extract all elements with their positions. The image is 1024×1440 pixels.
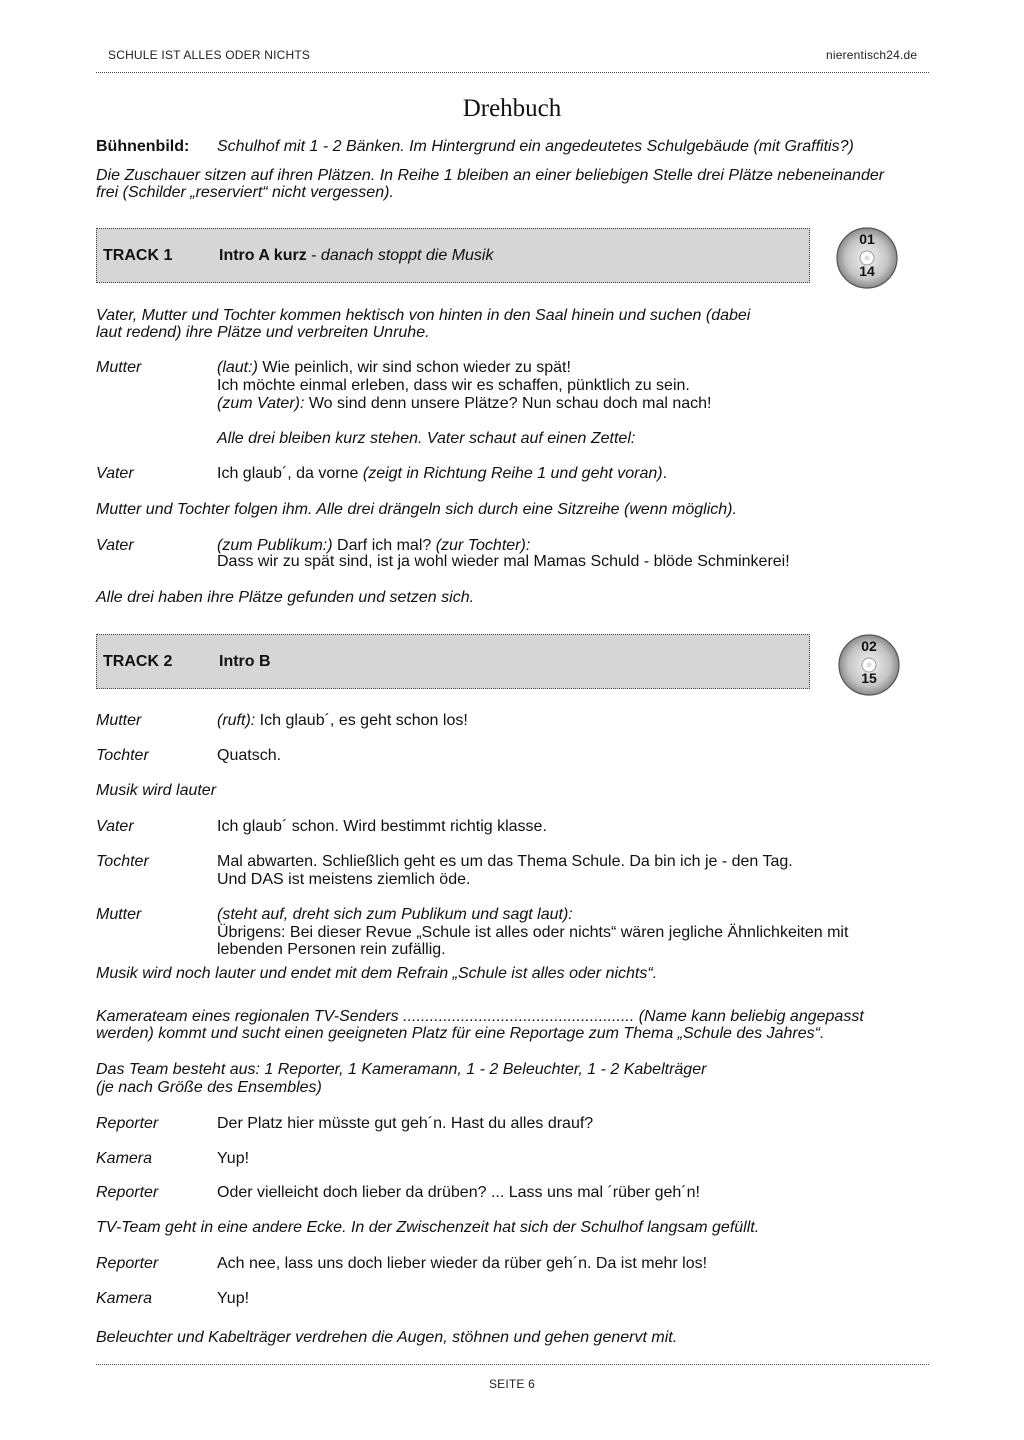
cd-track-2-number: 02 (861, 638, 877, 654)
speaker-mutter: Mutter (96, 712, 142, 729)
direction-p3: Alle drei haben ihre Plätze gefunden und setzen sich. (96, 589, 475, 606)
spoken-text: Ach nee, lass uns doch lieber wieder da rüber geh´n. Da ist mehr los! (217, 1255, 708, 1272)
speaker-vater: Vater (96, 537, 134, 554)
stage-direction: (steht auf, dreht sich zum Publikum und sagt laut): (217, 906, 573, 923)
direction-p6-line-2: werden) kommt und sucht einen geeigneten Platz für eine Reportage zum Thema „Schule des Jahres“. (96, 1025, 825, 1042)
speaker-mutter: Mutter (96, 906, 142, 923)
speaker-kamera: Kamera (96, 1290, 153, 1307)
spoken-text: Übrigens: Bei dieser Revue „Schule ist alles oder nichts“ wären jegliche Ähnlichkeiten mit (217, 924, 849, 941)
spoken-text: Dass wir zu spät sind, ist ja wohl wieder mal Mamas Schuld - blöde Schminkerei! (217, 553, 790, 570)
stage-label: Bühnenbild: (96, 138, 190, 155)
stage-direction: Alle drei bleiben kurz stehen. Vater schaut auf einen Zettel: (217, 430, 636, 447)
direction-p7-line-1: Das Team besteht aus: 1 Reporter, 1 Kameramann, 1 - 2 Beleuchter, 1 - 2 Kabelträger (96, 1061, 707, 1078)
header-divider (96, 72, 929, 73)
direction-p8: TV-Team geht in eine andere Ecke. In der Zwischenzeit hat sich der Schulhof langsam gefüllt. (96, 1219, 760, 1236)
speaker-vater: Vater (96, 465, 134, 482)
direction-p2: Mutter und Tochter folgen ihm. Alle drei drängeln sich durch eine Sitzreihe (wenn möglich). (96, 501, 737, 518)
track-2-box (96, 634, 810, 689)
spoken-text: Ich glaub´, es geht schon los! (255, 712, 468, 729)
track-1-description (219, 247, 493, 265)
speaker-reporter: Reporter (96, 1255, 159, 1272)
spoken-text: Mal abwarten. Schließlich geht es um das Thema Schule. Da bin ich je - den Tag. (217, 853, 793, 870)
spoken-text: Der Platz hier müsste gut geh´n. Hast du alles drauf? (217, 1115, 594, 1132)
speaker-reporter: Reporter (96, 1184, 159, 1201)
speaker-kamera: Kamera (96, 1150, 153, 1167)
direction-p7-line-2: (je nach Größe des Ensembles) (96, 1079, 322, 1096)
page-number: SEITE 6 (488, 1377, 536, 1391)
audience-line-2: frei (Schilder „reserviert“ nicht vergessen). (96, 184, 394, 201)
stage-direction: (zum Vater): (217, 395, 305, 412)
stage-direction: (laut:) (217, 359, 258, 376)
track-1-separator: - (306, 247, 321, 264)
spoken-text: Ich glaub´, da vorne (217, 465, 363, 482)
dialogue-line (217, 377, 917, 395)
spoken-text: lebenden Personen rein zufällig. (217, 941, 446, 958)
spoken-text: Yup! (217, 1150, 250, 1167)
punctuation: . (662, 465, 668, 482)
spoken-text: Yup! (217, 1290, 250, 1307)
stage-direction: (zum Publikum:) (217, 537, 333, 554)
speaker-reporter: Reporter (96, 1115, 159, 1132)
footer-divider (96, 1364, 929, 1365)
track-1-name: Intro A kurz (219, 247, 307, 264)
page-title: Drehbuch (462, 95, 562, 122)
direction-p9: Beleuchter und Kabelträger verdrehen die Augen, stöhnen und gehen genervt mit. (96, 1329, 678, 1346)
track-1-box (96, 228, 810, 283)
dialogue-line (217, 395, 917, 413)
direction-p6-line-1: Kamerateam eines regionalen TV-Senders .................................................... (Name kann beliebig angepasst (96, 1008, 864, 1025)
spoken-text: Quatsch. (217, 747, 282, 764)
track-2-name: Intro B (219, 653, 271, 670)
speaker-tochter: Tochter (96, 853, 149, 870)
spoken-text: Darf ich mal? (332, 537, 436, 554)
cd-track-1-second-number: 14 (859, 263, 875, 279)
direction-p4: Musik wird lauter (96, 782, 217, 799)
direction-p1-line-1: Vater, Mutter und Tochter kommen hektisch von hinten in den Saal hinein und suchen (dabei (96, 307, 751, 324)
track-1-note: danach stoppt die Musik (320, 247, 494, 264)
stage-direction: (ruft): (217, 712, 256, 729)
track-1-label: TRACK 1 (103, 247, 173, 264)
spoken-text: Wo sind denn unsere Plätze? Nun schau doch mal nach! (304, 395, 712, 412)
speaker-tochter: Tochter (96, 747, 149, 764)
dialogue-line (217, 359, 917, 377)
cd-track-2-second-number: 15 (861, 670, 877, 686)
direction-p5: Musik wird noch lauter und endet mit dem Refrain „Schule ist alles oder nichts“. (96, 965, 658, 982)
dialogue-line (217, 712, 917, 730)
stage-direction: (zur Tochter): (435, 537, 531, 554)
audience-line-1: Die Zuschauer sitzen auf ihren Plätzen. In Reihe 1 bleiben an einer beliebigen Stelle drei Plätze nebeneinander (96, 167, 885, 184)
header-website: nierentisch24.de (826, 48, 918, 62)
spoken-text: Oder vielleicht doch lieber da drüben? ... Lass uns mal ´rüber geh´n! (217, 1184, 700, 1201)
stage-text: Schulhof mit 1 - 2 Bänken. Im Hintergrund ein angedeutetes Schulgebäude (mit Graffitis?) (217, 138, 854, 155)
cd-track-1-number: 01 (859, 231, 875, 247)
cd-track-2-icon (838, 634, 900, 696)
spoken-text: Ich möchte einmal erleben, dass wir es schaffen, pünktlich zu sein. (217, 377, 690, 394)
speaker-mutter: Mutter (96, 359, 142, 376)
spoken-text: Und DAS ist meistens ziemlich öde. (217, 871, 471, 888)
track-2-label: TRACK 2 (103, 653, 173, 670)
speaker-vater: Vater (96, 818, 134, 835)
spoken-text: Ich glaub´ schon. Wird bestimmt richtig klasse. (217, 818, 547, 835)
spoken-text: Wie peinlich, wir sind schon wieder zu spät! (257, 359, 571, 376)
header-title: SCHULE IST ALLES ODER NICHTS (108, 48, 311, 62)
cd-track-1-icon (836, 227, 898, 289)
dialogue-line (217, 465, 917, 483)
direction-p1-line-2: laut redend) ihre Plätze und verbreiten Unruhe. (96, 324, 430, 341)
stage-direction: (zeigt in Richtung Reihe 1 und geht voran) (362, 465, 663, 482)
